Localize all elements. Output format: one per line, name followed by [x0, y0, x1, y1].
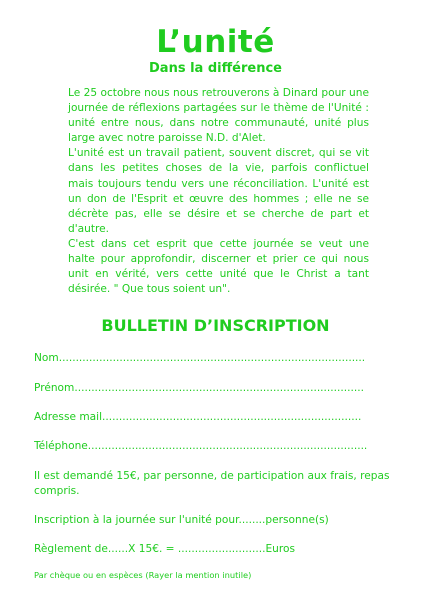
intro-paragraph: L'unité est un travail patient, souvent discret, qui se vit dans les petites choses de la vie, parfois conflictuel mais toujours tendu vers une réconciliation. L'unité est un don de l'Esprit et œuvre des hommes ; elle ne se décrète pas, elle se désire et se cherche de part et d'autre.: [68, 147, 369, 235]
intro-paragraph: Le 25 octobre nous nous retrouverons à Dinard pour une journée de réflexions partagées sur le thème de l'Unité : unité entre nous, dans notre communauté, unité plus large avec notre paroisse N.D. d'Alet.: [68, 87, 369, 145]
intro-paragraph: C'est dans cet esprit que cette journée se veut une halte pour approfondir, discerner et prier ce qui nous unit en vérité, vers cette unité que le Christ a tant désirée. " Que tous soient un".: [68, 237, 369, 296]
name-field[interactable]: Nom...........................................................................................: [34, 352, 366, 364]
first-name-field[interactable]: Prénom......................................................................................: [34, 382, 364, 394]
intro-text: [68, 86, 369, 297]
bulletin-heading: BULLETIN D’INSCRIPTION: [101, 316, 330, 335]
email-field[interactable]: Adresse mail.............................................................................: [34, 411, 362, 423]
payment-amount-field[interactable]: Règlement de......X 15€. = ..........................Euros: [34, 543, 296, 555]
fee-notice: Il est demandé 15€, par personne, de participation aux frais, repas compris.: [34, 470, 390, 497]
flyer-subtitle: Dans la différence: [149, 61, 282, 76]
payment-method-note: Par chèque ou en espèces (Rayer la mention inutile): [34, 570, 252, 580]
phone-field[interactable]: Téléphone...................................................................................: [34, 440, 368, 452]
flyer-title: L’unité: [156, 24, 275, 60]
inscription-count-field[interactable]: Inscription à la journée sur l'unité pour........personne(s): [34, 514, 329, 526]
